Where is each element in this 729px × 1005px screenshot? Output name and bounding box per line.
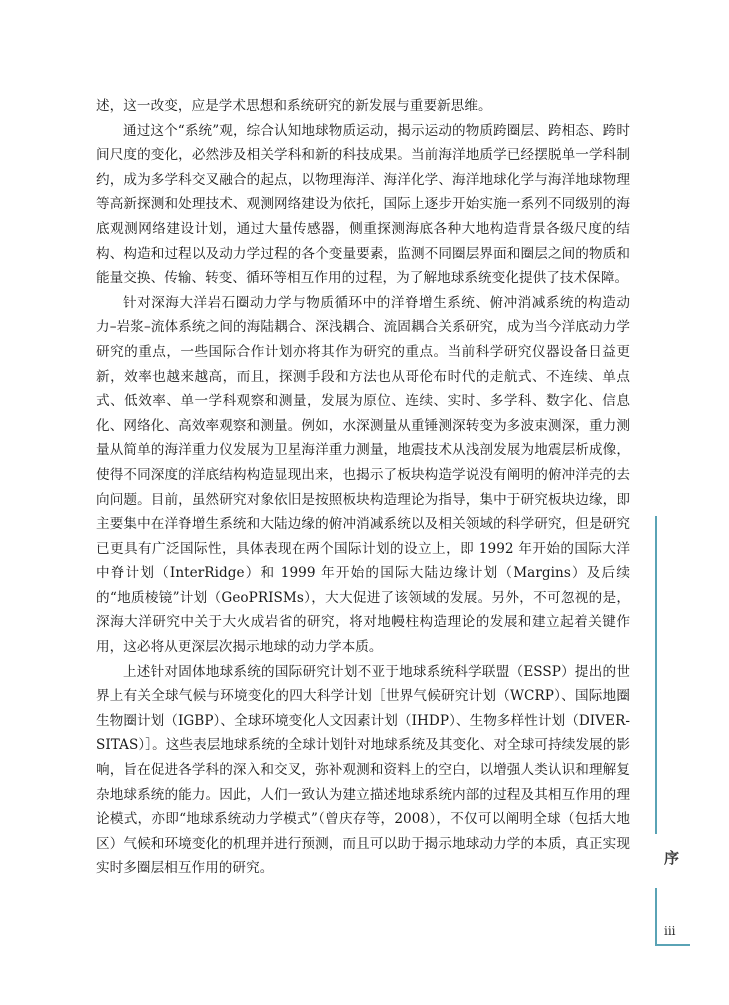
paragraph-system-view: 通过这个“系统”观，综合认知地球物质运动，揭示运动的物质跨圈层、跨相态、跨时间尺度的变化，必然涉及相关学科和新的科技成果。当前海洋地质学已经摆脱单一学科制约，成为多学科交叉融合的起点，以物理海洋、海洋化学、海洋地球化学与海洋地球物理等高新探测和处理技术、观测网络建设为依托，国际上逐步开始实施一系列不同级别的海底观测网络建设计划，通过大量传感器，侧重探测海底各种大地构造背景各级尺度的结构、构造和过程以及动力学过程的各个变量要素，监测不同圈层界面和圈层之间的物质和能量交换、传输、转变、循环等相互作用的过程，为了解地球系统变化提供了技术保障。: [96, 122, 630, 287]
page-body: [96, 94, 630, 881]
side-accent-rule-bottom: [655, 888, 657, 946]
paragraph-continuation: 述，这一改变，应是学术思想和系统研究的新发展与重要新思维。: [96, 98, 492, 114]
side-accent-rule-top: [655, 516, 657, 834]
paragraph-international-programs: 上述针对固体地球系统的国际研究计划不亚于地球系统科学联盟（ESSP）提出的世界上有关全球气候与环境变化的四大科学计划［世界气候研究计划（WCRP）、国际地圈生物圈计划（IGBP）、全球环境变化人文因素计划（IHDP）、生物多样性计划（DIVER-SITAS）］。这些表层地球系统的全球计划针对地球系统及其变化、对全球可持续发展的影响，旨在促进各学科的深入和交叉，弥补观测和资料上的空白，以增强人类认识和理解复杂地球系统的能力。因此，人们一致认为建立描述地球系统内部的过程及其相互作用的理论模式，亦即“地球系统动力学模式”（曾庆存等，2008），不仅可以阐明全球（包括大地区）气候和环境变化的机理并进行预测，而且可以助于揭示地球动力学的本质，真正实现实时多圈层相互作用的研究。: [96, 663, 630, 877]
side-accent-rule-foot: [655, 944, 690, 946]
section-title: 序: [664, 849, 680, 867]
paragraph-ocean-dynamics: 针对深海大洋岩石圈动力学与物质循环中的洋脊增生系统、俯冲消减系统的构造动力–岩浆–流体系统之间的海陆耦合、深浅耦合、流固耦合关系研究，成为当今洋底动力学研究的重点，一些国际合作计划亦将其作为研究的重点。当前科学研究仪器设备日益更新，效率也越来越高，而且，探测手段和方法也从哥伦布时代的走航式、不连续、单点式、低效率、单一学科观察和测量，发展为原位、连续、实时、多学科、数字化、信息化、网络化、高效率观察和测量。例如，水深测量从重锤测深转变为多波束测深，重力测量从简单的海洋重力仪发展为卫星海洋重力测量，地震技术从浅剖发展为地震层析成像，使得不同深度的洋底结构构造显现出来，也揭示了板块构造学说没有阐明的俯冲洋壳的去向问题。目前，虽然研究对象依旧是按照板块构造理论为指导，集中于研究板块边缘，即主要集中在洋脊增生系统和大陆边缘的俯冲消减系统以及相关领域的科学研究，但是研究已更具有广泛国际性，具体表现在两个国际计划的设立上，即 1992 年开始的国际大洋中脊计划（InterRidge）和 1999 年开始的国际大陆边缘计划（Margins）及后续的“地质棱镜”计划（GeoPRISMs），大大促进了该领域的发展。另外，不可忽视的是，深海大洋研究中关于大火成岩省的研究，将对地幔柱构造理论的发展和建立起着关键作用，这必将从更深层次揭示地球的动力学本质。: [96, 294, 630, 656]
page-number: iii: [664, 924, 676, 938]
